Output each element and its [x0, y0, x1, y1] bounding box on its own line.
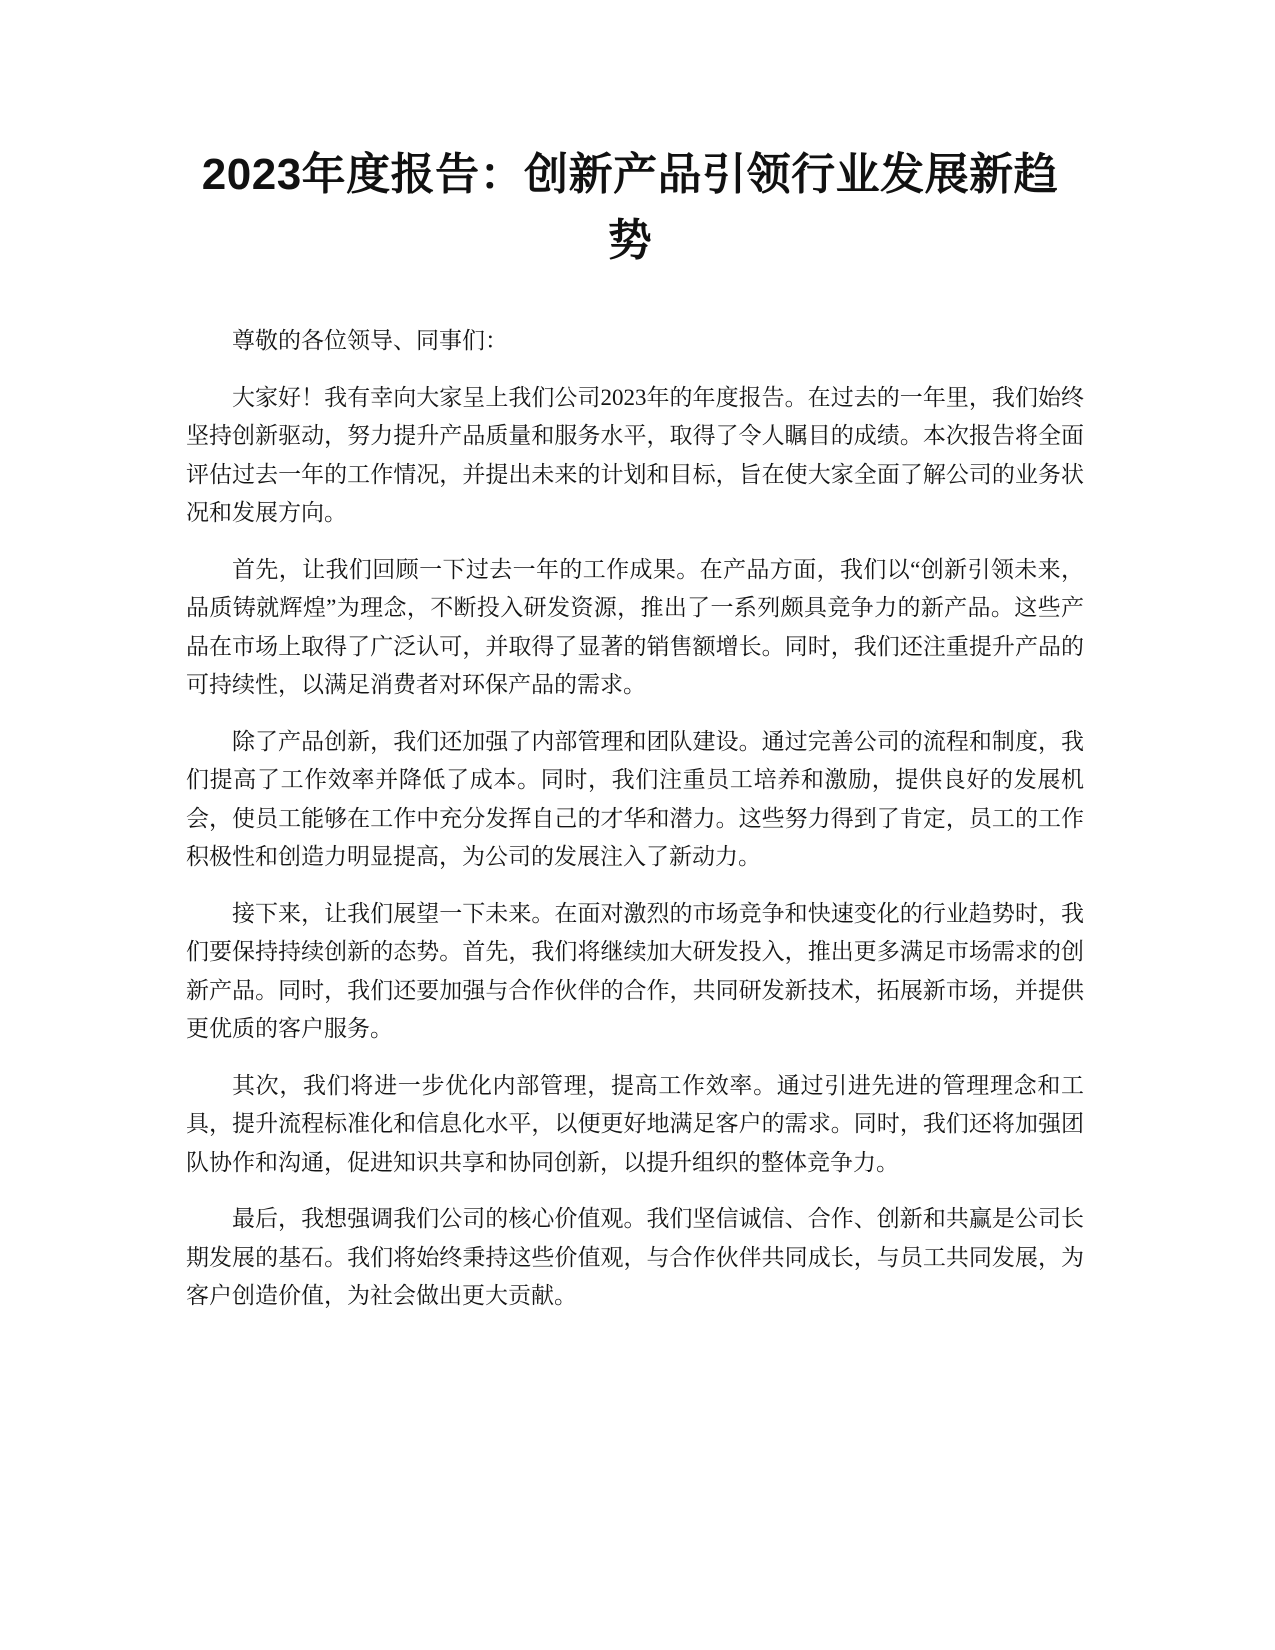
document-body: [186, 322, 1084, 1334]
salutation: 尊敬的各位领导、同事们：: [232, 328, 508, 353]
paragraph-3: 除了产品创新，我们还加强了内部管理和团队建设。通过完善公司的流程和制度，我们提高了工作效率并降低了成本。同时，我们注重员工培养和激励，提供良好的发展机会，使员工能够在工作中充分发挥自己的才华和潜力。这些努力得到了肯定，员工的工作积极性和创造力明显提高，为公司的发展注入了新动力。: [186, 728, 1084, 869]
paragraph-2: 首先，让我们回顾一下过去一年的工作成果。在产品方面，我们以“创新引领未来，品质铸就辉煌”为理念，不断投入研发资源，推出了一系列颇具竞争力的新产品。这些产品在市场上取得了广泛认可，并取得了显著的销售额增长。同时，我们还注重提升产品的可持续性，以满足消费者对环保产品的需求。: [186, 556, 1084, 697]
document-title: 2023年度报告：创新产品引领行业发展新趋势: [201, 150, 1059, 265]
paragraph-1: 大家好！我有幸向大家呈上我们公司2023年的年度报告。在过去的一年里，我们始终坚持创新驱动，努力提升产品质量和服务水平，取得了令人瞩目的成绩。本次报告将全面评估过去一年的工作情况，并提出未来的计划和目标，旨在使大家全面了解公司的业务状况和发展方向。: [186, 384, 1084, 525]
paragraph-5: 其次，我们将进一步优化内部管理，提高工作效率。通过引进先进的管理理念和工具，提升流程标准化和信息化水平，以便更好地满足客户的需求。同时，我们还将加强团队协作和沟通，促进知识共享和协同创新，以提升组织的整体竞争力。: [186, 1072, 1084, 1175]
paragraph-6: 最后，我想强调我们公司的核心价值观。我们坚信诚信、合作、创新和共赢是公司长期发展的基石。我们将始终秉持这些价值观，与合作伙伴共同成长，与员工共同发展，为客户创造价值，为社会做出更大贡献。: [186, 1206, 1084, 1308]
paragraph-4: 接下来，让我们展望一下未来。在面对激烈的市场竞争和快速变化的行业趋势时，我们要保持持续创新的态势。首先，我们将继续加大研发投入，推出更多满足市场需求的创新产品。同时，我们还要加强与合作伙伴的合作，共同研发新技术，拓展新市场，并提供更优质的客户服务。: [186, 900, 1084, 1041]
